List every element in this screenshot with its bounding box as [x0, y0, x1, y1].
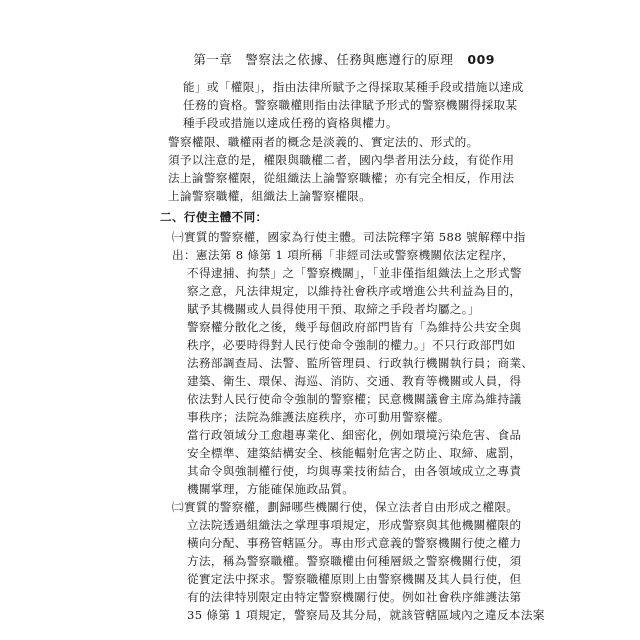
text-line: 立法院透過組織法之掌理事項規定，形成警察與其他機關權限的 [187, 518, 522, 532]
text-line: 依法對人民行使命令強制的警察權；民意機關議會主席為維持議 [187, 392, 522, 406]
running-header [193, 50, 495, 68]
chapter-title: 第一章 警察法之依據、任務與應遵行的原理 [193, 52, 454, 67]
text-line: 不得逮捕、拘禁」之「警察機關」，「並非僅指組織法上之形式警 [187, 266, 522, 280]
text-line: 其命令與強制權行使，均與專業技術結合，由各領域成立之專責 [187, 464, 522, 478]
text-line: 橫向分配、事務管轄區分。專由形式意義的警察機關行使之權力 [187, 536, 522, 550]
text-line: 秩序，必要時得對人民行使命令強制的權力。」不只行政部門如 [187, 338, 516, 352]
section-heading: 二、行使主體不同： [160, 210, 268, 224]
text-line: 有的法律特別限定由特定警察機關行使。例如社會秩序維護法第 [187, 590, 522, 604]
text-line: 察之意，凡法律規定，以維持社會秩序或增進公共利益為目的， [187, 284, 522, 298]
text-line: 賦予其機關或人員得使用干預、取締之手段者均屬之。」 [187, 302, 480, 316]
text-line: 35 條第 1 項規定，警察局及其分局，就該管轄區域內之違反本法案 [187, 608, 545, 622]
text-line: 事秩序；法院為維護法庭秩序，亦可動用警察權。 [187, 410, 450, 424]
text-line: ㈠實質的警察權，國家為行使主體。司法院釋字第 588 號解釋中指 [172, 230, 526, 244]
text-line: 從實定法中探求。警察職權原則上由警察機關及其人員行使，但 [187, 572, 522, 586]
text-line: 種手段或措施以達成任務的資格與權力。 [183, 116, 398, 130]
text-line: 建築、衛生、環保、海巡、消防、交通、教育等機關或人員，得 [187, 374, 522, 388]
text-line: 能」或「權限」，指由法律所賦予之得採取某種手段或措施以達成 [183, 80, 524, 94]
text-line: 須予以注意的是，權限與職權二者，國內學者用法分歧，有從作用 [168, 153, 515, 167]
text-line: 當行政領域分工愈趨專業化、細密化，例如環境污染危害、食品 [187, 428, 522, 442]
text-line: 警察權限、職權兩者的概念是淡義的、實定法的、形式的。 [168, 135, 479, 149]
text-line: ㈡實質的警察權，劃歸哪些機關行使，保立法者自由形成之權限。 [172, 500, 519, 514]
text-line: 警察權分散化之後，幾乎每個政府部門皆有「為維持公共安全與 [187, 320, 522, 334]
text-line: 安全標準、建築結構安全、核能輻射危害之防止、取締、處罰， [187, 446, 522, 460]
text-line: 上論警察職權，組織法上論警察權限。 [168, 189, 372, 203]
page-number: 009 [467, 52, 495, 67]
text-line: 法務部調查局、法警、監所管理員、行政執行機關執行員；商業、 [187, 356, 534, 370]
text-line: 出：憲法第 8 條第 1 項所稱「非經司法或警察機關依法定程序， [172, 248, 515, 262]
text-line: 任務的資格。警察職權則指由法律賦予形式的警察機關得採取某 [183, 98, 518, 112]
text-line: 機關掌理，方能確保施政品質。 [187, 482, 355, 496]
text-line: 法上論警察權限，從組織法上論警察職權；亦有完全相反，作用法 [168, 171, 515, 185]
text-line: 方法，稱為警察職權。警察職權由何種層級之警察機關行使，須 [187, 554, 522, 568]
